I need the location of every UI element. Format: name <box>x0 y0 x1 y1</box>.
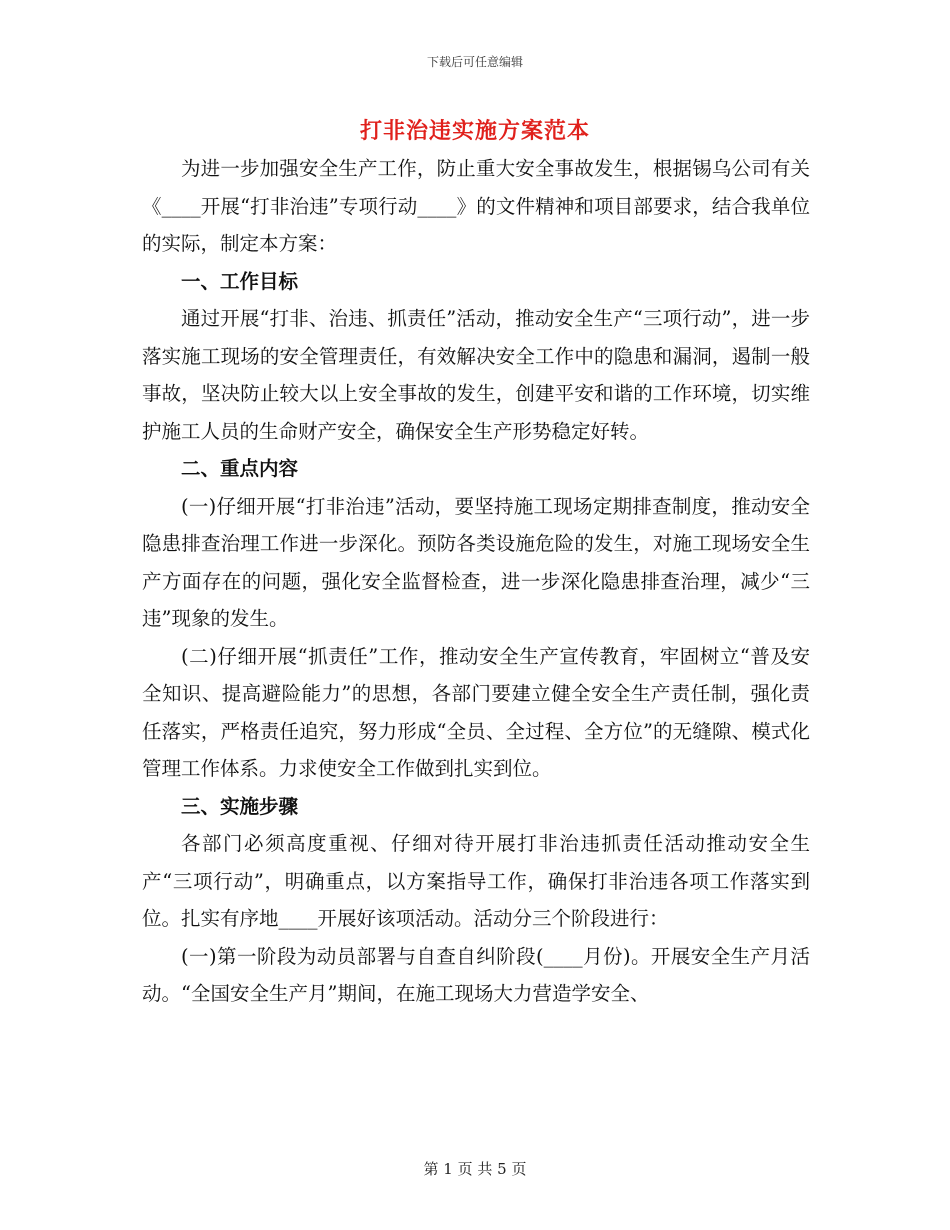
key-content-paragraph-2: (二)仔细开展“抓责任”工作，推动安全生产宣传教育，牢固树立“普及安全知识、提高避险能力”的思想，各部门要建立健全安全生产责任制，强化责任落实，严格责任追究，努力形成“全员、全过程、全方位”的无缝隙、模式化管理工作体系。力求使安全工作做到扎实到位。 <box>142 644 810 780</box>
document-body <box>142 150 810 1013</box>
section-heading-key-content: 二、重点内容 <box>181 457 299 480</box>
section-heading-steps: 三、实施步骤 <box>181 794 299 818</box>
document-title: 打非治违实施方案范本 <box>359 118 590 144</box>
steps-paragraph-1: 各部门必须高度重视、仔细对待开展打非治违抓责任活动推动安全生产“三项行动”，明确重点，以方案指导工作，确保打非治违各项工作落实到位。扎实有序地____开展好该项活动。活动分三个阶段进行： <box>142 832 810 930</box>
page-header-note: 下载后可任意编辑 <box>426 55 523 69</box>
page-number: 第 1 页 共 5 页 <box>423 1160 527 1178</box>
key-content-paragraph-1: (一)仔细开展“打非治违”活动，要坚持施工现场定期排查制度，推动安全隐患排查治理工作进一步深化。预防各类设施危险的发生，对施工现场安全生产方面存在的问题，强化安全监督检查，进一步深化隐患排查治理，减少“三违”现象的发生。 <box>142 494 810 630</box>
goals-paragraph: 通过开展“打非、治违、抓责任”活动，推动安全生产“三项行动”，进一步落实施工现场的安全管理责任，有效解决安全工作中的隐患和漏洞，遏制一般事故，坚决防止较大以上安全事故的发生，创建平安和谐的工作环境，切实维护施工人员的生命财产安全，确保安全生产形势稳定好转。 <box>142 307 810 443</box>
intro-paragraph: 为进一步加强安全生产工作，防止重大安全事故发生，根据锡乌公司有关《____开展“打非治违”专项行动____》的文件精神和项目部要求，结合我单位的实际，制定本方案： <box>142 157 810 255</box>
steps-paragraph-2: (一)第一阶段为动员部署与自查自纠阶段(____月份)。开展安全生产月活动。“全国安全生产月”期间，在施工现场大力营造学安全、 <box>142 944 810 1005</box>
section-heading-goals: 一、工作目标 <box>181 269 299 293</box>
